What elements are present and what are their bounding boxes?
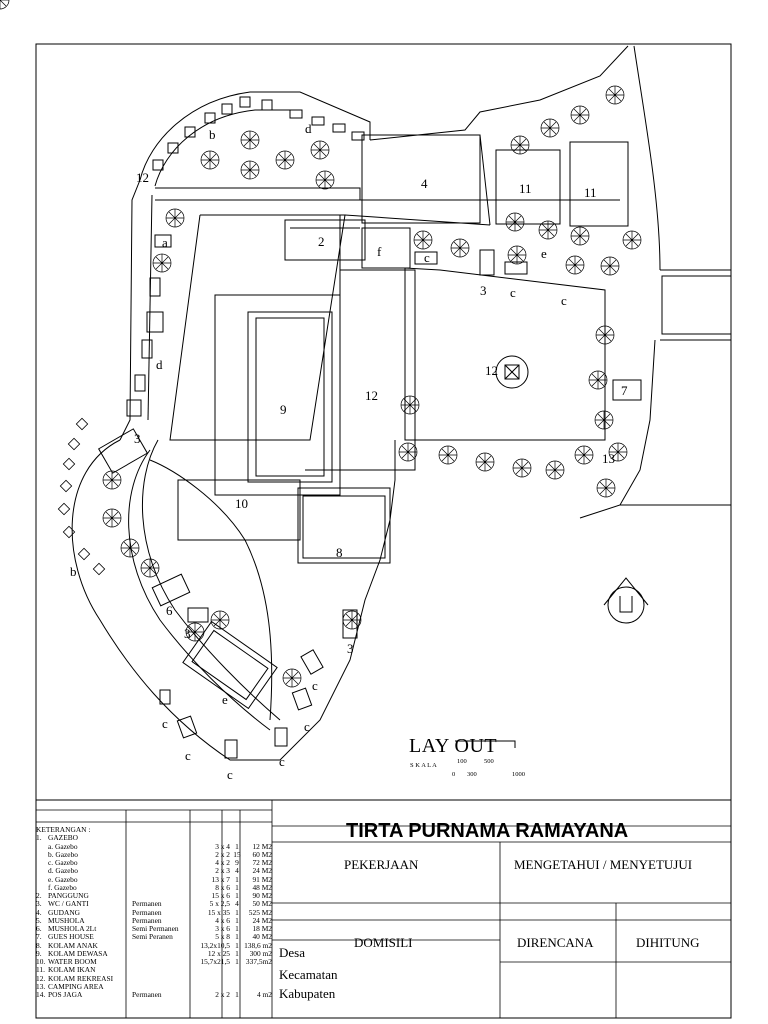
- legend-size: 3 x 6: [215, 924, 230, 933]
- legend-no: 1.: [36, 833, 42, 843]
- zone-label-13: 13: [602, 451, 615, 466]
- legend-qty: 1: [235, 924, 239, 933]
- legend-type: Permanen: [132, 915, 162, 925]
- legend-area: 4 m2: [257, 990, 272, 999]
- legend-size: 15 x 6: [211, 891, 230, 900]
- legend-area: 48 M2: [252, 882, 272, 892]
- zone-label-12-corner: 12: [136, 170, 149, 185]
- legend-no: 6.: [36, 924, 42, 933]
- legend-area: 40 M2: [252, 932, 272, 942]
- zone-label-12-rec: 12: [485, 363, 498, 378]
- legend-name: d. Gazebo: [48, 866, 78, 876]
- legend-qty: 1: [235, 874, 239, 884]
- legend-area: 60 M2: [252, 849, 272, 859]
- scale-tick-100: 100: [457, 758, 467, 765]
- zone-label-e-top: e: [541, 246, 547, 261]
- legend-name: e. Gazebo: [48, 874, 78, 884]
- legend-name: KOLAM REKREASI: [48, 973, 114, 983]
- legend-no: 13.: [36, 981, 46, 991]
- zone-label-d: d: [305, 121, 312, 136]
- zone-label-11b: 11: [584, 185, 597, 200]
- legend-no: 14.: [36, 990, 46, 999]
- legend-size: 2 x 2: [215, 849, 230, 859]
- legend-area: 18 M2: [252, 924, 272, 933]
- legend-type: Semi Permanen: [132, 924, 179, 933]
- legend-size: 2 x 2: [215, 990, 230, 999]
- scale-label: S K A L A: [410, 762, 437, 769]
- legend-name: PANGGUNG: [48, 891, 89, 900]
- zone-label-c6: c: [162, 716, 168, 731]
- legend-name: KOLAM IKAN: [48, 965, 96, 975]
- legend-area: 300 m2: [249, 948, 272, 958]
- legend-name: WATER BOOM: [48, 957, 97, 966]
- scale-tick-1000: 1000: [512, 771, 525, 778]
- layout-title: LAY OUT: [409, 735, 498, 757]
- desa-label: Desa: [279, 945, 305, 960]
- zone-label-c4: c: [312, 678, 318, 693]
- project-title: TIRTA PURNAMA RAMAYANA: [346, 820, 629, 842]
- legend-no: 8.: [36, 940, 42, 950]
- legend-area: 72 M2: [252, 858, 272, 867]
- legend-qty: 4: [235, 866, 239, 876]
- zone-label-e: e: [222, 692, 228, 707]
- legend-size: 13 x 7: [211, 874, 230, 884]
- legend-qty: 4: [235, 899, 239, 909]
- zone-label-3a: 3: [480, 283, 487, 298]
- zone-label-b: b: [209, 127, 216, 142]
- dihitung-label: DIHITUNG: [636, 935, 700, 950]
- direncana-label: DIRENCANA: [517, 935, 594, 950]
- legend-name: MUSHOLA 2Lt: [48, 924, 97, 933]
- zone-label-c2: c: [510, 285, 516, 300]
- legend-heading: KETERANGAN :: [36, 825, 91, 834]
- legend-no: 10.: [36, 957, 46, 966]
- legend-no: 5.: [36, 915, 42, 925]
- legend-no: 11.: [36, 965, 45, 975]
- legend-no: 2.: [36, 891, 42, 900]
- scale-tick-0: 0: [452, 771, 456, 778]
- legend-name: KOLAM DEWASA: [48, 948, 108, 958]
- legend-area: 24 M2: [252, 866, 272, 876]
- legend: [36, 826, 272, 999]
- legend-qty: 1: [235, 915, 239, 925]
- zone-label-10: 10: [235, 496, 248, 511]
- zone-label-a: a: [162, 235, 168, 250]
- zone-label-c3: c: [561, 293, 567, 308]
- legend-area: 525 M2: [248, 907, 272, 917]
- legend-size: 8 x 6: [215, 882, 230, 892]
- legend-area: 12 M2: [252, 841, 272, 851]
- legend-area: 90 M2: [252, 891, 272, 900]
- legend-qty: 1: [235, 990, 239, 999]
- zone-label-7: 7: [621, 383, 628, 398]
- zone-label-3c: 3: [184, 626, 191, 641]
- legend-qty: 1: [235, 907, 239, 917]
- legend-name: c. Gazebo: [48, 858, 78, 867]
- zone-label-f: f: [377, 244, 382, 259]
- zone-label-8: 8: [336, 545, 343, 560]
- legend-qty: 1: [235, 841, 239, 851]
- legend-name: KOLAM ANAK: [48, 940, 98, 950]
- legend-row: [36, 991, 272, 999]
- legend-no: 4.: [36, 907, 42, 917]
- legend-qty: 1: [235, 957, 239, 966]
- legend-size: 13,2x10,5: [200, 940, 230, 950]
- zone-label-9: 9: [280, 402, 287, 417]
- kabupaten-label: Kabupaten: [279, 986, 336, 1001]
- zone-label-12-mid: 12: [365, 388, 378, 403]
- legend-name: GUDANG: [48, 907, 81, 917]
- zone-label-d-left: d: [156, 357, 163, 372]
- legend-qty: 1: [235, 891, 239, 900]
- legend-name: MUSHOLA: [48, 915, 85, 925]
- legend-area: 91 M2: [252, 874, 272, 884]
- legend-size: 12 x 25: [207, 948, 230, 958]
- zone-label-4: 4: [421, 176, 428, 191]
- legend-size: 5 x 2,5: [209, 899, 230, 909]
- legend-qty: 1: [235, 940, 239, 950]
- legend-qty: 15: [233, 849, 241, 859]
- legend-name: POS JAGA: [48, 990, 83, 999]
- legend-size: 3 x 4: [215, 841, 230, 851]
- legend-area: 50 M2: [252, 899, 272, 909]
- zone-label-c5: c: [304, 719, 310, 734]
- domisili-label: DOMISILI: [354, 935, 413, 950]
- zone-label-2: 2: [318, 234, 325, 249]
- zone-label-3d: 3: [347, 641, 354, 656]
- legend-area: 138,6 m2: [244, 940, 272, 950]
- legend-area: 337,5m2: [245, 957, 272, 966]
- legend-size: 2 x 3: [215, 866, 230, 876]
- legend-type: Permanen: [132, 899, 162, 909]
- zone-label-c1: c: [424, 250, 430, 265]
- scale-tick-300: 300: [467, 771, 477, 778]
- legend-name: CAMPING AREA: [48, 981, 104, 991]
- legend-size: 15 x 35: [207, 907, 230, 917]
- legend-type: Semi Peranen: [132, 932, 173, 942]
- mengetahui-label: MENGETAHUI / MENYETUJUI: [514, 857, 693, 872]
- legend-size: 4 x 2: [215, 858, 230, 867]
- pekerjaan-label: PEKERJAAN: [344, 857, 419, 872]
- legend-name: WC / GANTI: [48, 899, 89, 909]
- legend-size: 5 x 8: [215, 932, 230, 942]
- zone-label-c7: c: [185, 748, 191, 763]
- legend-name: GAZEBO: [48, 833, 78, 843]
- zone-label-c8: c: [279, 754, 285, 769]
- legend-name: a. Gazebo: [48, 841, 78, 851]
- legend-no: 3.: [36, 899, 42, 909]
- legend-area: 24 M2: [252, 915, 272, 925]
- legend-no: 9.: [36, 948, 42, 958]
- kecamatan-label: Kecamatan: [279, 967, 338, 982]
- legend-qty: 1: [235, 882, 239, 892]
- zone-label-3b: 3: [134, 431, 141, 446]
- legend-size: 15,7x21,5: [200, 957, 230, 966]
- zone-label-6: 6: [166, 603, 173, 618]
- legend-name: GUES HOUSE: [48, 932, 94, 942]
- legend-size: 4 x 6: [215, 915, 230, 925]
- zone-label-c9: c: [227, 767, 233, 782]
- legend-qty: 1: [235, 932, 239, 942]
- legend-qty: 1: [235, 948, 239, 958]
- zone-label-b-left: b: [70, 564, 77, 579]
- legend-type: Permanen: [132, 990, 162, 999]
- legend-no: 7.: [36, 932, 42, 942]
- legend-name: b. Gazebo: [48, 849, 78, 859]
- legend-type: Permanen: [132, 907, 162, 917]
- legend-no: 12.: [36, 973, 46, 983]
- legend-name: f. Gazebo: [48, 882, 77, 892]
- scale-tick-500: 500: [484, 758, 494, 765]
- legend-qty: 9: [235, 858, 239, 867]
- zone-label-11a: 11: [519, 181, 532, 196]
